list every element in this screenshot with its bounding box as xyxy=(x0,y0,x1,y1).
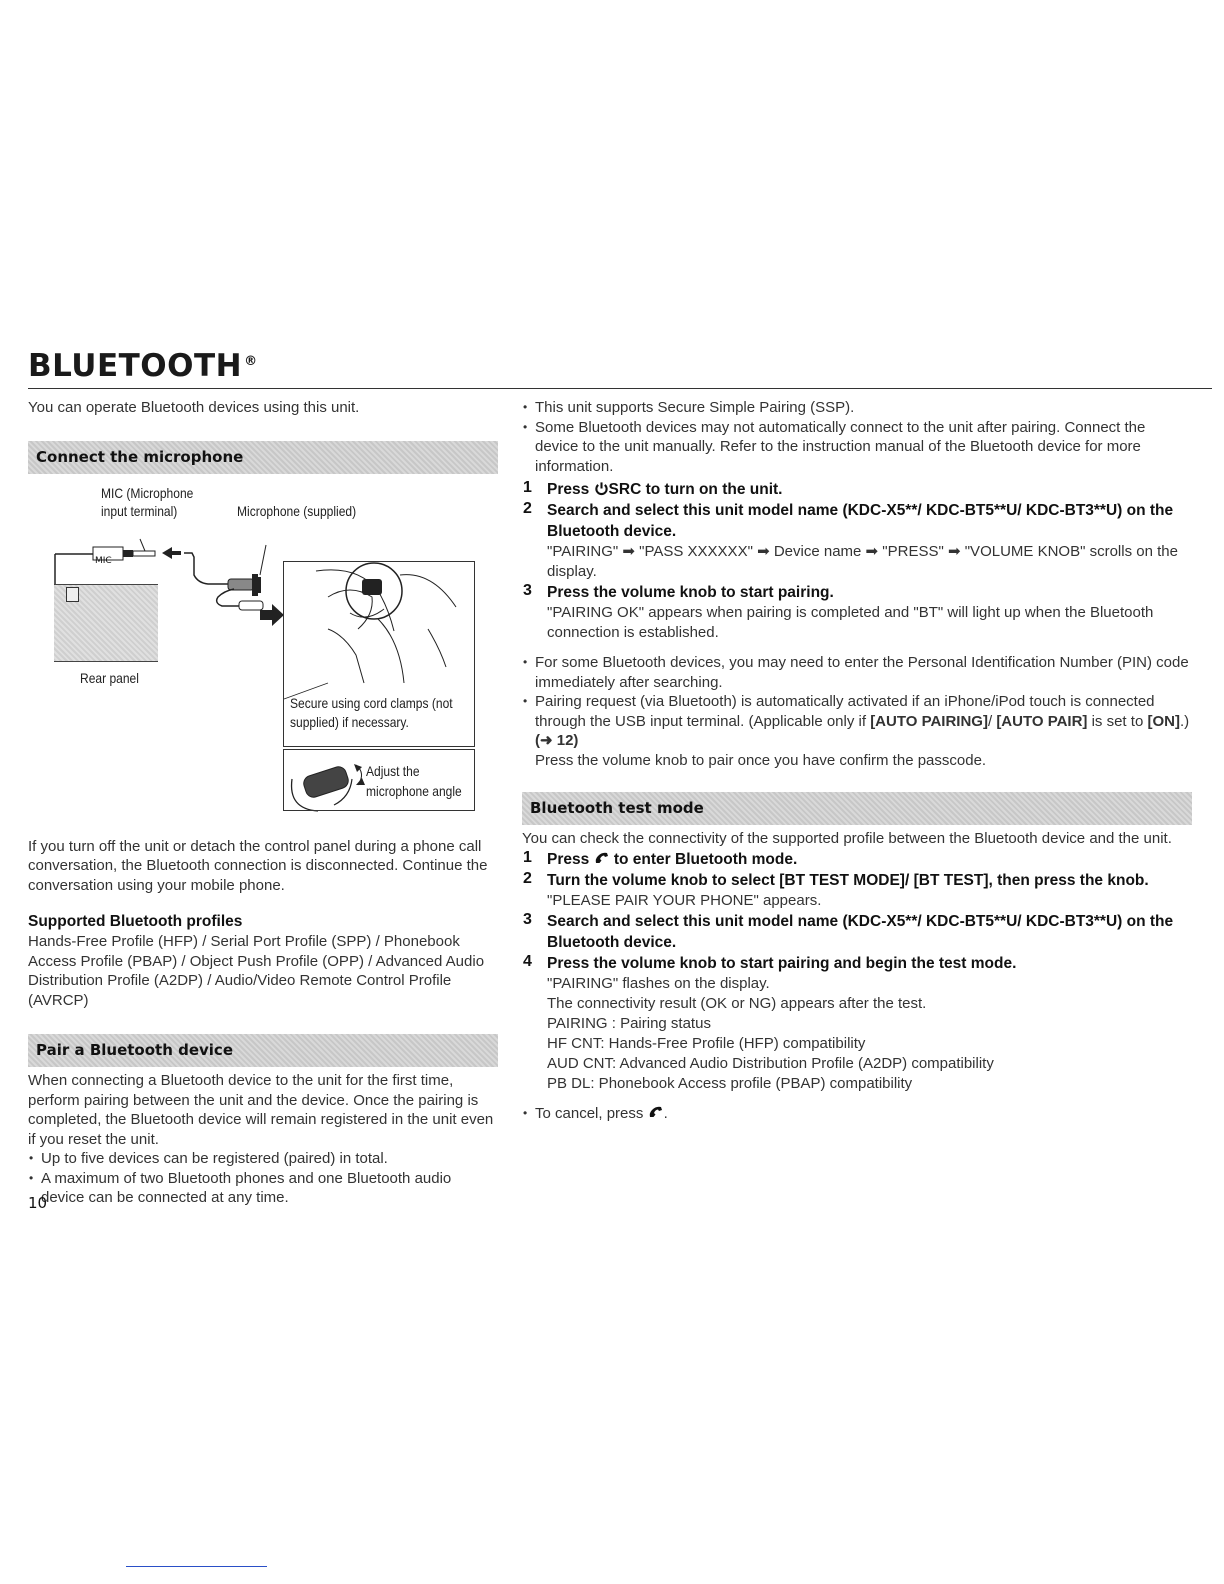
arrow-right-icon: ➡ xyxy=(622,543,635,560)
pair-bullets xyxy=(28,1149,498,1208)
right-column xyxy=(522,398,1192,1123)
pairing-sequence: "PAIRING" ➡ "PASS XXXXXX" ➡ Device name ➡ "PRESS" ➡ "VOLUME KNOB" scrolls on the display. xyxy=(547,543,1178,580)
page-title: BLUETOOTH ® xyxy=(28,348,258,384)
power-icon xyxy=(594,481,609,496)
profiles-heading: Supported Bluetooth profiles xyxy=(28,913,243,930)
test-step-1: 1 Press to enter Bluetooth mode. xyxy=(523,848,798,868)
secure-note-line1: Secure using cord clamps (not xyxy=(290,694,453,711)
list-item: • To cancel, press . xyxy=(522,1104,1192,1124)
phone-icon xyxy=(594,851,610,865)
phone-icon xyxy=(648,1105,664,1119)
mic-terminal-label-2: input terminal) xyxy=(101,502,178,519)
adjust-line1: Adjust the xyxy=(366,762,420,779)
adjust-line2: microphone angle xyxy=(366,782,462,799)
cancel-note xyxy=(522,1104,1192,1124)
page-number: 10 xyxy=(28,1194,48,1212)
rear-panel-jack xyxy=(66,587,79,602)
arrow-right-icon: ➡ xyxy=(865,543,879,560)
section-heading-pair: Pair a Bluetooth device xyxy=(28,1034,498,1067)
bottom-link-line xyxy=(126,1566,267,1567)
top-bullets xyxy=(522,398,1192,476)
arrow-right-icon: ➡ xyxy=(947,543,961,560)
microphone-supplied-label: Microphone (supplied) xyxy=(237,502,357,519)
profiles-text: Hands-Free Profile (HFP) / Serial Port Profile (SPP) / Phonebook Access Profile (PBAP) / Object Push Profile (OPP) / Advanced Audio Distribution Profile (A2DP) / Audio/Video Remote Control Profile (AVRCP) xyxy=(28,933,485,1009)
list-item: • This unit supports Secure Simple Pairing (SSP). xyxy=(522,398,1192,418)
left-column xyxy=(28,398,498,1208)
list-item: • For some Bluetooth devices, you may need to enter the Personal Identification Number (PIN) code immediately after searching. xyxy=(522,653,1192,692)
pairing-step-2: 2 Search and select this unit model name (KDC-X5**/ KDC-BT5**U/ KDC-BT3**U) on the Bluetooth device. "PAIRING" ➡ "PASS XXXXXX" ➡ Device name ➡ "PRESS" ➡ "VOLUME KNOB" scrolls on the display. xyxy=(522,500,1192,582)
disconnect-note: If you turn off the unit or detach the control panel during a phone call conversation, the Bluetooth connection is disconnected. Continue the conversation using your mobile phone. xyxy=(28,837,488,894)
microphone-diagram xyxy=(28,479,498,819)
test-step-4: 4 Press the volume knob to start pairing and begin the test mode. "PAIRING" flashes on the display. The connectivity result (OK or NG) appears after the test. PAIRING : Pairing status HF CNT: Hands-Free Profile (HFP) compatibility AUD CNT: Advanced Audio Distribution Profile (A2DP) compatibility PB DL: Phonebook Access profile (PBAP) compatibility xyxy=(523,952,1017,1092)
registered-mark: ® xyxy=(244,354,258,369)
list-item: • Up to five devices can be registered (paired) in total. xyxy=(28,1149,498,1169)
mic-jack: MIC xyxy=(95,555,112,566)
page-reference: (➜ 12) xyxy=(535,732,579,749)
test-step-3: 3 Search and select this unit model name (KDC-X5**/ KDC-BT5**U/ KDC-BT3**U) on the Bluetooth device. xyxy=(523,910,1174,951)
secure-note-line2: supplied) if necessary. xyxy=(290,713,409,730)
rear-panel-illustration xyxy=(54,584,158,662)
title-rule xyxy=(28,388,1212,389)
test-mode-intro: You can check the connectivity of the supported profile between the Bluetooth device and the unit. xyxy=(522,830,1172,847)
list-item: • Pairing request (via Bluetooth) is automatically activated if an iPhone/iPod touch is connected through the USB input terminal. (Applicable only if [AUTO PAIRING]/ [AUTO PAIR] is set to [ON].) (➜ 12) Press the volume knob to pair once you have confirm the passcode. xyxy=(522,692,1192,770)
arrow-right-icon: ➡ xyxy=(757,543,770,560)
pairing-notes xyxy=(522,653,1192,770)
pairing-step-1: 1 Press SRC to turn on the unit. xyxy=(523,479,783,498)
adjust-angle-box xyxy=(283,749,475,811)
rear-panel-label: Rear panel xyxy=(80,669,139,686)
list-item: • Some Bluetooth devices may not automatically connect to the unit after pairing. Connect the device to the unit manually. Refer to the instruction manual of the Bluetooth device for more information. xyxy=(522,418,1192,477)
section-heading-connect-mic: Connect the microphone xyxy=(28,441,498,474)
test-step-2: 2 Turn the volume knob to select [BT TEST MODE]/ [BT TEST], then press the knob. "PLEASE PAIR YOUR PHONE" appears. xyxy=(523,869,1149,909)
pair-text: When connecting a Bluetooth device to the unit for the first time, perform pairing between the unit and the device. Once the pairing is completed, the Bluetooth device will remain registered in the unit even if you reset the unit. xyxy=(28,1072,494,1148)
pairing-step-3: 3 Press the volume knob to start pairing. "PAIRING OK" appears when pairing is completed and "BT" will light up when the Bluetooth connection is established. xyxy=(523,582,1154,641)
list-item: • A maximum of two Bluetooth phones and one Bluetooth audio device can be connected at any time. xyxy=(28,1169,498,1208)
mic-terminal-label-1: MIC (Microphone xyxy=(101,484,194,501)
intro-text: You can operate Bluetooth devices using this unit. xyxy=(28,399,360,416)
section-heading-test-mode: Bluetooth test mode xyxy=(522,792,1192,825)
